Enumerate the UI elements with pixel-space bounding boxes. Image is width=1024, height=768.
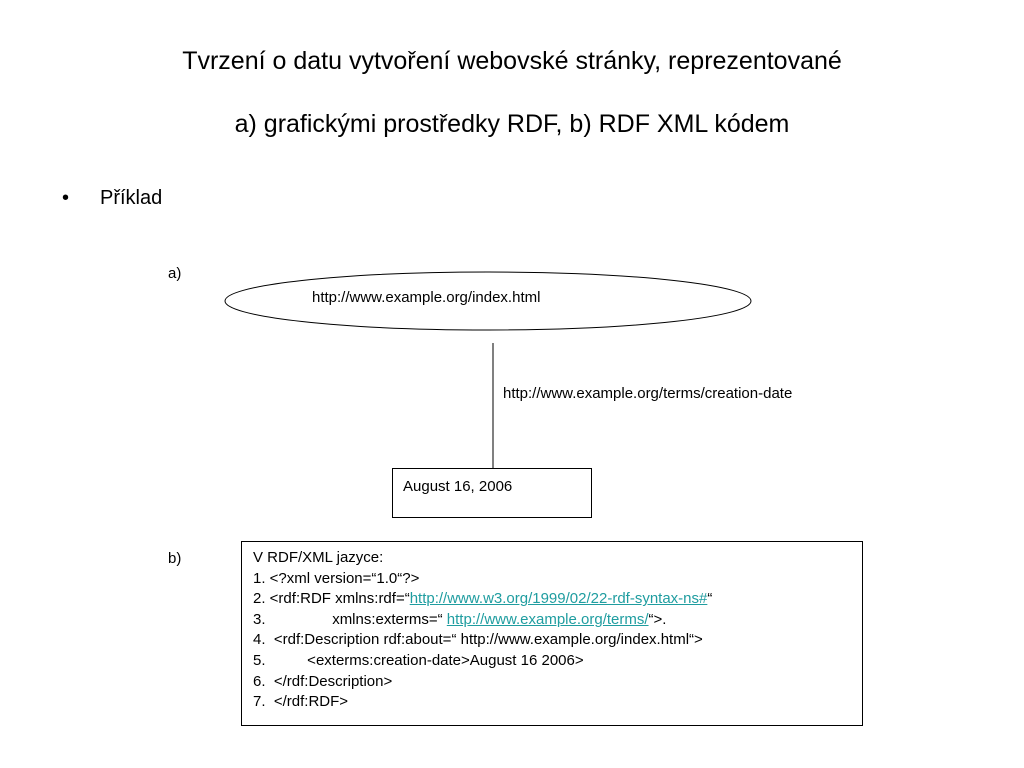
code-line-3-suffix: “>.	[648, 610, 667, 628]
rdf-syntax-ns-link[interactable]: http://www.w3.org/1999/02/22-rdf-syntax-ns#	[409, 590, 708, 608]
code-line-2-suffix: “	[707, 590, 713, 608]
code-heading: V RDF/XML jazyce:	[253, 549, 384, 566]
code-line-6: 6. </rdf:Description>	[253, 672, 393, 690]
part-b-label: b)	[168, 550, 182, 567]
bullet-icon: •	[62, 187, 70, 209]
part-a-label: a)	[168, 265, 182, 282]
code-line-3-prefix: 3. xmlns:exterms=“	[253, 610, 447, 628]
code-line-7: 7. </rdf:RDF>	[253, 693, 349, 711]
code-line-5: 5. <exterms:creation-date>August 16 2006>	[253, 651, 584, 669]
resource-node-uri: http://www.example.org/index.html	[312, 289, 541, 306]
literal-node-value: August 16, 2006	[403, 478, 513, 495]
code-line-4: 4. <rdf:Description rdf:about=“ http://www.example.org/index.html“>	[253, 631, 703, 649]
rdf-xml-code-box	[241, 541, 863, 726]
slide-title-line-1: Tvrzení o datu vytvoření webovské stránky, reprezentované	[182, 47, 842, 75]
bullet-text: Příklad	[100, 187, 163, 209]
code-line-1: 1. <?xml version=“1.0“?>	[253, 569, 420, 587]
property-arc-uri: http://www.example.org/terms/creation-date	[503, 385, 793, 402]
code-line-3	[253, 610, 851, 631]
code-line-2-prefix: 2. <rdf:RDF xmlns:rdf=“	[253, 590, 410, 608]
code-line-2	[253, 589, 851, 610]
slide-title-line-2: a) grafickými prostředky RDF, b) RDF XML kódem	[234, 110, 790, 138]
literal-node-box	[392, 468, 592, 518]
exterms-namespace-link[interactable]: http://www.example.org/terms/	[446, 610, 649, 628]
